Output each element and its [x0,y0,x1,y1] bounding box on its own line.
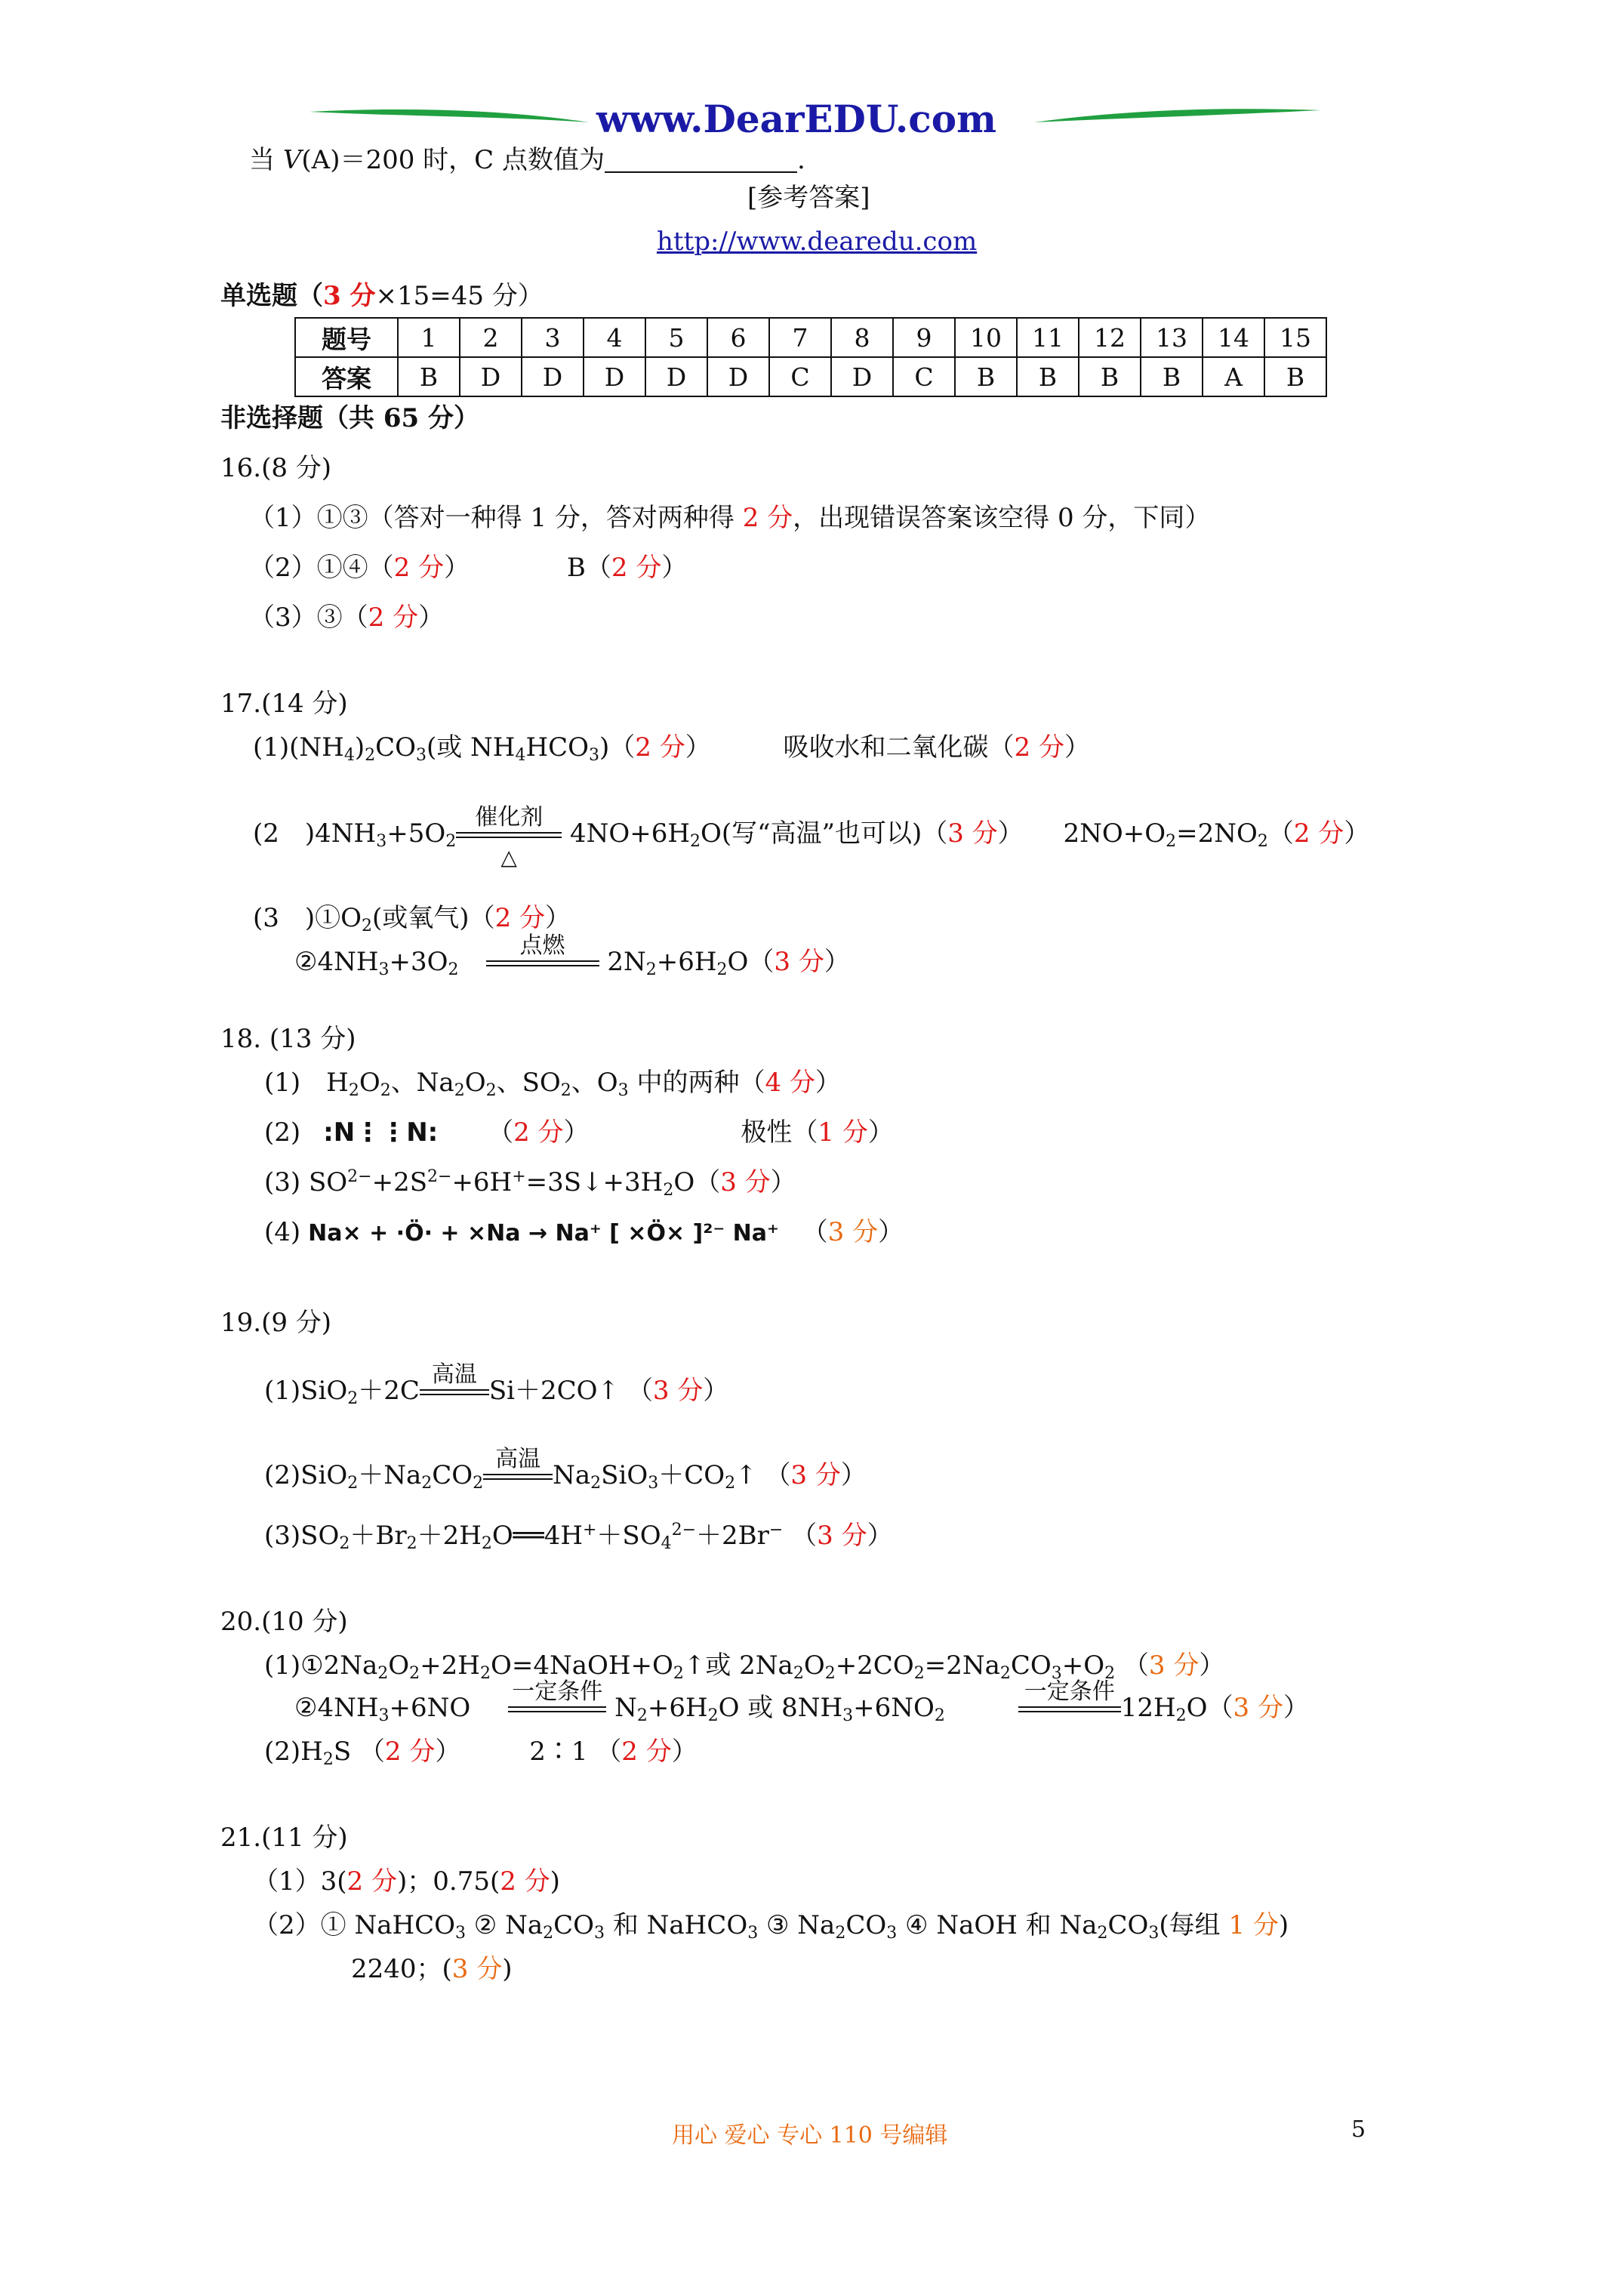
q21-title: 21.(11 分) [220,1823,348,1853]
table-row-answers [295,357,1326,396]
q20-line-1: $(1)①2Na_2O_2+2H_2O=4NaOH+O_2↑$或 $2Na_2O_2+2CO_2=2Na_2CO_3+O_2$ （3 分） [264,1650,1225,1683]
table-cell: B [1079,357,1141,396]
table-cell: D [460,357,522,396]
table-cell: D [584,357,645,396]
q17-line-3: (3 )$①O_2$(或氧气)（2 分） [253,903,571,935]
condition-arrow: 一定条件 [1018,1691,1121,1724]
reference-title: [参考答案] [747,183,870,213]
table-cell: 9 [893,318,955,357]
table-cell: 3 [522,318,584,357]
electron-transfer-equation: Na× + ·Ö· + ×Na → Na⁺ [ ×Ö× ]²⁻ Na⁺ [308,1220,779,1247]
condition-arrow: 点燃 [486,945,599,978]
table-cell: 7 [769,318,831,357]
table-cell: B [398,357,460,396]
table-cell: B [955,357,1017,396]
q18-title: 18. (13 分) [220,1024,356,1054]
table-cell: 10 [955,318,1017,357]
table-cell: D [707,357,769,396]
header-swoosh-left [310,106,589,136]
table-header-number: 题号 [295,318,398,357]
table-cell: 11 [1017,318,1079,357]
table-cell: D [522,357,584,396]
table-cell: B [1141,357,1203,396]
table-cell: C [769,357,831,396]
nitrogen-electron-formula: :N⋮⋮N: [323,1117,439,1148]
condition-arrow: 高温 [420,1374,489,1407]
table-cell: D [831,357,893,396]
header-swoosh-right [1034,106,1321,136]
table-header-answer: 答案 [295,357,398,396]
table-cell: 2 [460,318,522,357]
table-cell: 6 [707,318,769,357]
q18-line-4: (4) Na× + ·Ö· + ×Na → Na⁺ [ ×Ö× ]²⁻ Na⁺ （3 分） [264,1217,904,1247]
table-cell: 1 [398,318,460,357]
q18-line-2: (2) :N⋮⋮N: （2 分） 极性（1 分） [264,1117,894,1148]
reference-link[interactable]: http://www.dearedu.com [657,227,978,257]
q20-line-2: $②4NH_3+6NO$ 一定条件 $N_2+6H_2O$ 或 $8NH_3+6NO_2$ 一定条件 $12H_2O(3$ 分） [294,1678,1309,1725]
nonchoice-heading: 非选择题（共 65 分） [220,403,479,433]
q18-line-1: (1) $H_2O_2$、$Na_2O_2$、$SO_2$、$O_3$ 中的两种（4 分） [264,1068,841,1100]
q16-line-3: （3）③（2 分） [249,603,445,633]
table-cell: 4 [584,318,645,357]
table-cell: 13 [1141,318,1203,357]
q17-line-1: $(1)(NH_4)_2CO_3$(或 $NH_4HCO_3)(2$ 分） 吸收水和二氧化碳（2 分） [253,732,1090,765]
q21-line-3: 2240；(3 分) [351,1954,513,1984]
q19-line-2: $(2)SiO_2+Na_2CO_2$ 高温 $Na_2SiO_3+CO_2↑$ （3 分） [264,1446,867,1493]
q17-title: 17.(14 分) [220,689,348,719]
intro-line: 当 V(A)＝200 时，C 点数值为 . [249,145,805,175]
table-cell: 14 [1203,318,1264,357]
page-number: 5 [1351,2116,1366,2143]
condition-arrow: 催化剂 △ [456,817,562,850]
q17-line-4: $②4NH_3+3O_2$ 点燃 $2N_2+6H_2O(3$ 分） [294,932,850,979]
header-site-logo: www.DearEDU.com [596,97,997,141]
q21-line-2: （2）① NaHCO$_3$ ② $Na_2CO_3$ 和 NaHCO$_3$ ③ $Na_2CO_3$ ④ NaOH 和 $Na_2CO_3$(每组 1 分) [253,1910,1289,1943]
q16-line-1: （1）①③（答对一种得 1 分，答对两种得 2 分，出现错误答案该空得 0 分，下同） [249,503,1211,533]
q19-title: 19.(9 分) [220,1308,332,1338]
single-choice-heading: 单选题（3 分×15=45 分） [220,281,544,311]
q19-line-1: (1)SiO$_2$＋2C 高温 Si＋2CO↑ （3 分） [264,1361,729,1408]
table-cell: 12 [1079,318,1141,357]
table-cell: 8 [831,318,893,357]
q18-line-3: (3) $SO^{2-}+2S^{2-}+6H^+=3S↓+3H_2O(3$ 分） [264,1167,796,1200]
q20-line-3: $(2)H_2S$ （2 分） 2∶1 （2 分） [264,1737,698,1769]
table-cell: B [1017,357,1079,396]
q20-title: 20.(10 分) [220,1607,348,1637]
q17-line-2: (2 )$4NH_3+5O_2$ 催化剂 △ $4NO+6H_2O$(写“高温”也可以)（3 分） $2NO+O_2=2NO_2(2$ 分） [253,804,1370,870]
table-row-numbers [295,318,1326,357]
table-cell: B [1264,357,1326,396]
answer-table [294,317,1327,397]
table-cell: D [645,357,707,396]
answer-blank [605,149,797,173]
condition-arrow: 高温 [483,1459,553,1492]
table-cell: A [1203,357,1264,396]
condition-arrow: 一定条件 [508,1691,606,1724]
q21-line-1: （1）3(2 分)；0.75(2 分) [253,1866,560,1897]
footer-text: 用心 爱心 专心 110 号编辑 [672,2122,948,2149]
q19-line-3: $(3)SO_2+Br_2+2H_2O══4H^++SO_4^{2-}+2Br^-$ （3 分） [264,1521,893,1553]
q16-title: 16.(8 分) [220,453,332,483]
table-cell: C [893,357,955,396]
table-cell: 15 [1264,318,1326,357]
q16-line-2: （2）①④（2 分） B（2 分） [249,553,688,583]
table-cell: 5 [645,318,707,357]
